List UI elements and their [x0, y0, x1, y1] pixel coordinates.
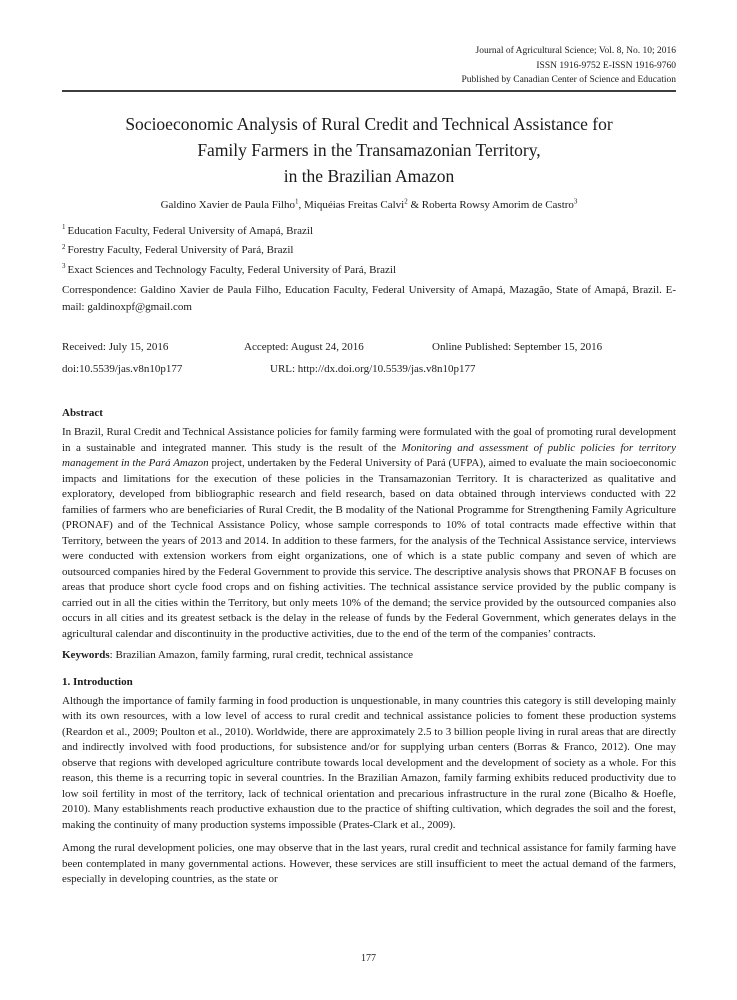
article-title-line3: in the Brazilian Amazon [283, 165, 455, 186]
introduction-paragraph-1: Although the importance of family farming in food production is unquestionable, in many countries this category is still developing mainly with its own resources, with a low level of access to rural credit and technical assistance policies to foment these production systems (Reardon et al., 2009; Poulton et al., 2010). Worldwide, there are approximately 2.5 to 3 billion people living in rural areas that are directly and indirectly involved with food productions, for subsistence and/or for supplying urban centers (Borras & Franco, 2012). One may observe that regions with developed agriculture contribute towards local development and the development of society as a whole. For this reason, this theme is a recurring topic in several countries. In the Brazilian Amazon, family farming exhibits reduced productivity due to low soil fertility in most of the territory, lack of technical orientation and precarious infrastructure in the rural zone (Bicalho & Hoefle, 2010). Many establishments reach productive exhaustion due to the practice of shifting cultivation, which degrades the soil and the forest, making the continuity of many production systems impossible (Prates-Clark et al., 2009). [62, 694, 676, 831]
author-line [62, 198, 676, 212]
accepted-date: Accepted: August 24, 2016 [244, 341, 364, 354]
online-published-date: Online Published: September 15, 2016 [432, 341, 603, 354]
journal-header [62, 44, 676, 88]
introduction-heading: 1. Introduction [62, 675, 133, 688]
keywords-line [62, 648, 676, 664]
affiliation-line [62, 243, 676, 257]
affiliation-text: Education Faculty, Federal University of Amapá, Brazil [67, 224, 313, 237]
author-separator: , [298, 198, 304, 211]
abstract-project-title: Monitoring and assessment of public policies for territory management in the Pará Amazon [62, 441, 676, 470]
author-name: Roberta Rowsy Amorim de Castro [421, 198, 574, 211]
affiliation-line [62, 224, 676, 238]
doi-text: doi:10.5539/jas.v8n10p177 [62, 363, 183, 376]
received-date: Received: July 15, 2016 [62, 341, 169, 354]
doi-url: URL: http://dx.doi.org/10.5539/jas.v8n10p177 [270, 363, 476, 376]
affiliations [62, 224, 676, 277]
journal-header-line2: ISSN 1916-9752 E-ISSN 1916-9760 [536, 60, 676, 71]
author-name: Galdino Xavier de Paula Filho [160, 198, 295, 211]
dates-row [62, 336, 676, 358]
journal-header-line3: Published by Canadian Center of Science and Education [461, 75, 676, 86]
keywords-text: : Brazilian Amazon, family farming, rural credit, technical assistance [109, 649, 413, 662]
keywords-label: Keywords [62, 649, 110, 662]
introduction-paragraph-2: Among the rural development policies, one may observe that in the last years, rural credit and technical assistance for family farming have been contemplated in many governmental actions. However, these services are still insufficient to meet the actual demand of the farmers, especially in developing countries, as the state or [62, 842, 676, 886]
abstract-heading: Abstract [62, 407, 103, 420]
affiliation-text: Exact Sciences and Technology Faculty, Federal University of Pará, Brazil [67, 263, 397, 276]
page-number: 177 [361, 953, 376, 964]
correspondence-note: Correspondence: Galdino Xavier de Paula Filho, Education Faculty, Federal University of Amapá, Mazagão, State of Amapá, Brazil. E-mail: galdinoxpf@gmail.com [62, 284, 676, 313]
affiliation-marker: 3 [62, 262, 66, 271]
abstract-text-part2: project, undertaken by the Federal University of Pará (UFPA), aimed to evaluate the main socioeconomic impacts and limitations for the execution of these policies in the Transamazonian Territory. It is characterized as qualitative and exploratory, developed from bibliographic research and field research, based on data obtained through interviews conducted with 22 families of farmers who are beneficiaries of Rural Credit, the B modality of the National Programme for Strengthening Family Agriculture (PRONAF) and of the Technical Assistance Policy, whose sample corresponds to 10% of total contracts made effective within that Territory, between the years of 2013 and 2014. In addition to these farmers, for the analysis of the Technical Assistance service, interviews were conducted with extension workers from eight organizations, one of which is a state public company and seven of which are outsourced companies hired by the Federal Government to provide this service. The descriptive analysis shows that PRONAF B focuses on areas that produce short cycle food crops and on fishing activities. The technical assistance service provided by the public company is carried out in all the cities within the Territory, but only meets 10% of the demand; the service provided by the outsourced companies also occurs in all cities and its greatest setback is the delay in the release of funds by the Federal Government, which generates delays in the agricultural calendar and discontinuity in the productive activities, due to the end of the term of the companies’ contracts. [62, 457, 676, 640]
author-affiliation-marker: 1 [294, 197, 299, 206]
article-title-line1: Socioeconomic Analysis of Rural Credit and Technical Assistance for [125, 113, 613, 134]
affiliation-text: Forestry Faculty, Federal University of Pará, Brazil [67, 244, 294, 257]
author-name: Miquéias Freitas Calvi [303, 198, 405, 211]
article-title [62, 111, 676, 189]
affiliation-line [62, 263, 676, 277]
author-affiliation-marker: 2 [404, 197, 408, 206]
abstract-body [62, 425, 676, 642]
article-title-line2: Family Farmers in the Transamazonian Territory, [197, 139, 541, 160]
abstract-text-part1: In Brazil, Rural Credit and Technical Assistance policies for family farming were formulated with the goal of promoting rural development in a sustainable and integrated manner. This study is the result of the [62, 426, 676, 454]
publication-dates [62, 336, 676, 380]
journal-header-line1: Journal of Agricultural Science; Vol. 8, No. 10; 2016 [475, 46, 676, 56]
affiliation-marker: 2 [62, 242, 66, 251]
author-separator: & [407, 198, 422, 211]
doi-row [62, 358, 676, 380]
author-affiliation-marker: 3 [573, 197, 578, 206]
affiliation-marker: 1 [62, 223, 66, 232]
header-rule [62, 90, 676, 92]
